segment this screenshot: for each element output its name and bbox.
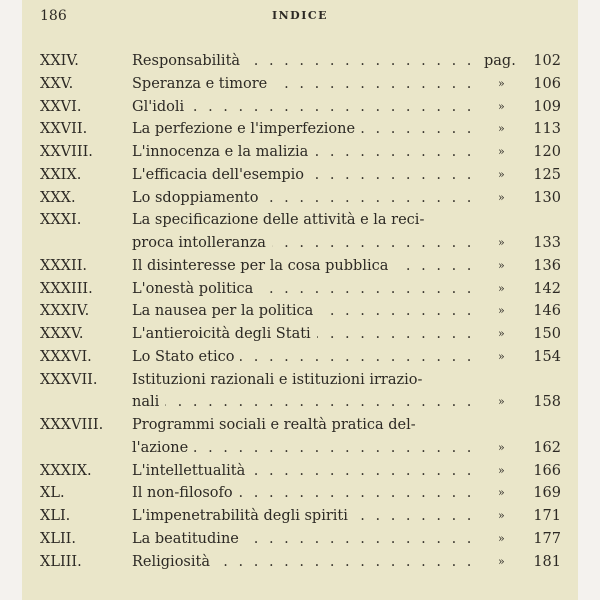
page-ref-marker: » [498, 440, 505, 454]
page-header [22, 8, 578, 28]
toc-line [22, 141, 578, 164]
toc-entry [22, 323, 578, 346]
toc-line [22, 551, 578, 574]
page-reference: 136 [533, 257, 561, 274]
dot-leader [132, 460, 483, 483]
chapter-title: Istituzioni razionali e istituzioni irrazio- [132, 371, 423, 388]
toc-line [22, 209, 578, 232]
chapter-number: XXXVIII. [40, 417, 104, 433]
dot-leader [132, 528, 483, 551]
page-ref-marker: » [498, 258, 505, 272]
toc-line [22, 460, 578, 483]
toc-line [22, 323, 578, 346]
page-reference: 154 [533, 348, 561, 365]
toc-entry [22, 255, 578, 278]
chapter-number: XXVIII. [40, 144, 93, 160]
page-reference: 133 [533, 235, 561, 251]
chapter-number: XXX. [40, 189, 76, 206]
chapter-title: . . . Lo sdoppiamento [132, 187, 265, 210]
chapter-title: . . . Responsabilità [132, 50, 246, 73]
page-reference: 150 [533, 326, 561, 342]
toc-line [22, 482, 578, 505]
chapter-title: La specificazione delle attività e la reci- [132, 212, 425, 229]
page-reference: 102 [533, 53, 561, 69]
dot-leader [132, 278, 483, 301]
chapter-title: . . . proca intolleranza [132, 232, 272, 255]
toc-entry [22, 414, 578, 460]
page-reference: 171 [533, 508, 561, 524]
dot-leader [132, 187, 483, 210]
toc-line-continuation [22, 232, 578, 255]
dot-leader [132, 232, 483, 255]
chapter-number: XXXIV. [40, 303, 90, 320]
chapter-title: . . . L'impenetrabilità degli spiriti [132, 505, 354, 528]
chapter-number: XXXI. [40, 212, 82, 229]
toc-line [22, 164, 578, 187]
toc-entry [22, 346, 578, 369]
dot-leader [132, 141, 483, 164]
page-reference: 120 [533, 144, 561, 160]
chapter-title: . . . nali [132, 391, 165, 414]
toc-entry [22, 482, 578, 505]
chapter-title: . . . La perfezione e l'imperfezione [132, 118, 361, 141]
dot-leader [132, 323, 483, 346]
toc-entry [22, 528, 578, 551]
chapter-title: . . . La beatitudine [132, 528, 245, 551]
dot-leader [132, 391, 483, 414]
chapter-number: XXXII. [40, 257, 88, 274]
chapter-number: XXXVI. [40, 348, 92, 365]
toc-line [22, 369, 578, 392]
page-reference: 181 [533, 553, 561, 570]
chapter-number: XXXIX. [40, 462, 92, 479]
chapter-number: XXIV. [40, 53, 79, 69]
chapter-title: . . . L'onestà politica [132, 278, 259, 301]
chapter-number: XXVI. [40, 98, 82, 115]
toc-line [22, 255, 578, 278]
page-reference: 106 [533, 75, 561, 92]
page-reference: 142 [533, 280, 561, 297]
page-number: 186 [40, 8, 67, 24]
toc-line-continuation [22, 437, 578, 460]
chapter-number: XXXVII. [40, 371, 98, 388]
chapter-title: . . . L'efficacia dell'esempio [132, 164, 310, 187]
dot-leader [132, 96, 483, 119]
chapter-number: XLI. [40, 508, 71, 524]
chapter-number: XXVII. [40, 121, 88, 138]
page-ref-marker: » [498, 304, 505, 318]
chapter-number: XXIX. [40, 166, 82, 183]
toc-entry [22, 118, 578, 141]
toc-entry [22, 369, 578, 415]
book-page [22, 0, 578, 600]
page-title: INDICE [271, 9, 329, 22]
page-ref-marker: » [498, 349, 505, 363]
dot-leader [132, 437, 483, 460]
chapter-title: . . . L'antieroicità degli Stati [132, 323, 317, 346]
chapter-title: . . . Religiosità [132, 551, 216, 574]
chapter-number: XXXIII. [40, 280, 93, 297]
page-ref-marker: » [498, 145, 505, 158]
dot-leader [132, 482, 483, 505]
chapter-title: . . . L'intellettualità [132, 460, 251, 483]
toc-line [22, 414, 578, 437]
page-reference: 109 [533, 98, 561, 115]
page-ref-marker: » [498, 167, 505, 181]
toc-entry [22, 187, 578, 210]
chapter-number: XL. [40, 485, 65, 502]
toc-entry [22, 141, 578, 164]
toc-line [22, 278, 578, 301]
toc-line [22, 118, 578, 141]
dot-leader [132, 255, 483, 278]
toc-entry [22, 164, 578, 187]
toc-line [22, 528, 578, 551]
chapter-title: . . . L'innocenza e la malizia [132, 141, 314, 164]
toc-entry [22, 50, 578, 73]
page-ref-marker: » [498, 190, 505, 204]
toc-entry [22, 460, 578, 483]
chapter-title: . . . l'azione [132, 437, 194, 460]
toc-line-continuation [22, 391, 578, 414]
toc-line [22, 300, 578, 323]
chapter-title: . . . Speranza e timore [132, 73, 273, 96]
page-ref-marker: » [498, 281, 505, 295]
toc-entry [22, 278, 578, 301]
chapter-title: . . . Il disinteresse per la cosa pubblica [132, 255, 394, 278]
toc-entry [22, 209, 578, 255]
dot-leader [132, 346, 483, 369]
chapter-title: . . . Il non-filosofo [132, 482, 239, 505]
page-ref-marker: » [498, 122, 505, 136]
page-reference: 162 [533, 439, 561, 456]
chapter-title: . . . La nausea per la politica [132, 300, 319, 323]
toc-entry [22, 551, 578, 574]
page-reference: 113 [533, 121, 561, 138]
page-reference: 158 [533, 394, 561, 411]
page-ref-marker: » [498, 395, 505, 409]
chapter-title: Programmi sociali e realtà pratica del- [132, 417, 416, 433]
dot-leader [132, 50, 483, 73]
page-ref-marker: » [498, 236, 505, 249]
page-ref-marker: » [498, 531, 505, 545]
page-ref-marker: » [498, 509, 505, 522]
page-reference: 146 [533, 303, 561, 320]
page-ref-marker: » [498, 99, 505, 113]
toc-line [22, 50, 578, 73]
dot-leader [132, 118, 483, 141]
toc-line [22, 73, 578, 96]
page-reference: 125 [533, 166, 561, 183]
chapter-number: XLIII. [40, 553, 82, 570]
page-reference: 169 [533, 485, 561, 502]
chapter-number: XXV. [40, 75, 74, 92]
toc-line [22, 505, 578, 528]
dot-leader [132, 505, 483, 528]
toc-line [22, 187, 578, 210]
table-of-contents [22, 50, 578, 573]
page-ref-marker: » [498, 486, 505, 500]
page-reference: 166 [533, 462, 561, 479]
page-ref-marker: » [498, 327, 505, 340]
toc-entry [22, 505, 578, 528]
page-reference: 177 [533, 530, 561, 547]
toc-entry [22, 73, 578, 96]
dot-leader [132, 164, 483, 187]
toc-entry [22, 300, 578, 323]
page-ref-marker: » [498, 554, 505, 568]
chapter-title: . . . Lo Stato etico [132, 346, 240, 369]
dot-leader [132, 300, 483, 323]
dot-leader [132, 551, 483, 574]
dot-leader [132, 73, 483, 96]
page-ref-marker: » [498, 463, 505, 477]
page-reference: 130 [533, 189, 561, 206]
page-ref-marker: pag. [484, 53, 516, 69]
chapter-title: . . . Gl'idoli [132, 96, 190, 119]
toc-line [22, 346, 578, 369]
toc-line [22, 96, 578, 119]
toc-entry [22, 96, 578, 119]
chapter-number: XXXV. [40, 326, 84, 342]
page-ref-marker: » [498, 76, 505, 90]
chapter-number: XLII. [40, 530, 77, 547]
